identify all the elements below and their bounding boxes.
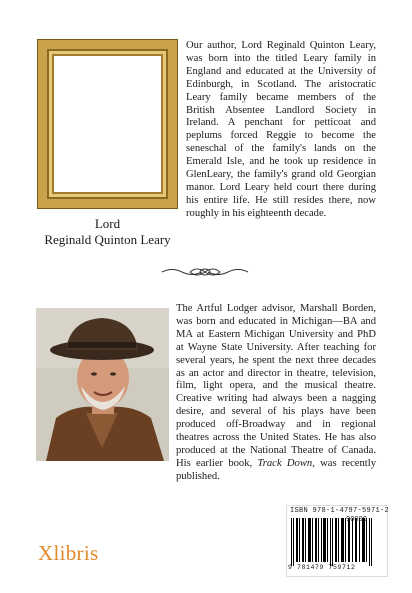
advisor-bio-text: The Artful Lodger advisor, Marshall Borden, was born and educated in Michigan—BA and MA at Eastern Michigan University and PhD at Wayne State University. After teaching for several years, he spent the next three decades as an actor and director in theatre, television, film, light opera, and the musical theatre. Creative writing had always been a nagging desire, and several of his plays have been produced off-Broadway and in regional theatres across the United States. He has also produced at the National Theatre of Canada. His earlier book, (176, 303, 376, 469)
caption-line-1: Lord (94, 216, 121, 231)
portrait-caption (38, 216, 177, 248)
author-bio: Our author, Lord Reginald Quinton Leary, was born into the titled Leary family in England and educated at the University of Edinburgh, in Scotland. The aristocratic Leary family became members of the British Absentee Landlord Society in Ireland. A penchant for petticoat and peplums forced Reggie to become the seneschal of the family's lands on the Emerald Isle, and he took up residence in GlenLeary, the family's grand old Georgian manor. Lord Leary held court there during his entire life. He still resides there, now roughly in his eighteenth decade. (186, 40, 376, 219)
book-title: Track Down (257, 457, 313, 469)
portrait-frame (38, 40, 177, 208)
caption-line-2: Reginald Quinton Leary (44, 232, 171, 247)
advisor-bio (176, 303, 376, 484)
isbn-text: ISBN 978-1-4797-5971-2 (290, 507, 390, 515)
barcode-digits: 9 781479 759712 (288, 564, 356, 571)
advisor-bio-end: , was recently published. (176, 457, 376, 482)
price-code: 90000 (346, 516, 368, 524)
advisor-photo (36, 308, 169, 461)
flourish-divider (160, 265, 250, 279)
publisher-logo: Xlibris (38, 541, 99, 565)
portrait-frame-inner (55, 57, 160, 191)
advisor-photo-image (36, 308, 169, 461)
